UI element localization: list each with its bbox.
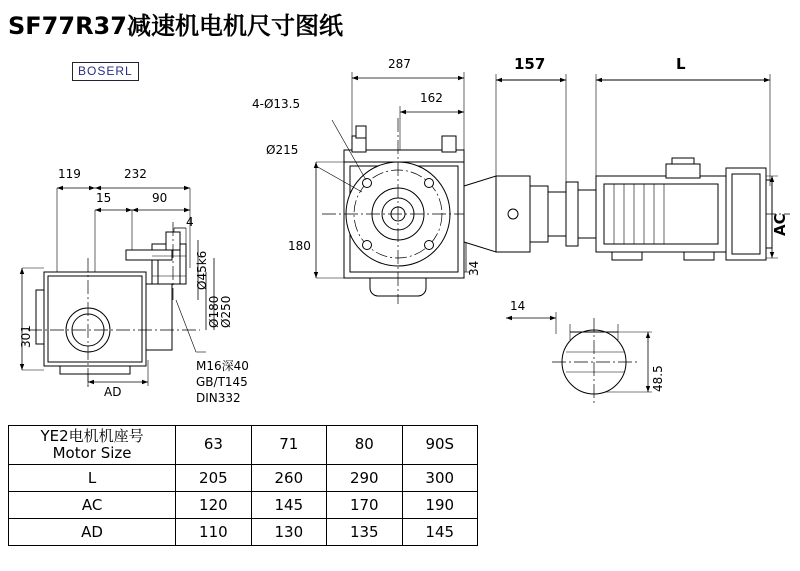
thread-note-line1: M16深40: [196, 359, 249, 373]
dim-L: L: [676, 55, 686, 73]
dim-14: 14: [510, 299, 526, 313]
dim-4x13-5: 4-Ø13.5: [252, 97, 301, 111]
dim-4: 4: [186, 215, 194, 229]
dim-301: 301: [19, 325, 33, 348]
dim-180: 180: [288, 239, 311, 253]
table-cell: 135: [327, 519, 402, 546]
dim-162: 162: [420, 91, 443, 105]
table-cell: 90S: [402, 426, 478, 465]
table-cell: 110: [176, 519, 251, 546]
table-cell: 190: [402, 492, 478, 519]
thread-note-line3: DIN332: [196, 391, 241, 405]
dim-dia-215: Ø215: [266, 143, 299, 157]
dim-48-5: 48.5: [651, 365, 665, 392]
table-row: [9, 519, 478, 546]
table-cell: 71: [251, 426, 326, 465]
table-row: [9, 426, 478, 465]
table-row: [9, 492, 478, 519]
dim-dia-180: Ø180: [207, 295, 221, 328]
dim-34: 34: [467, 260, 481, 276]
table-cell: 205: [176, 465, 251, 492]
dim-AD: AD: [104, 385, 122, 399]
brand-logo: BOSERL: [72, 62, 139, 81]
motor-size-cn: YE2电机机座号: [40, 426, 144, 445]
table-cell: 145: [402, 519, 478, 546]
table-header-label: [9, 426, 176, 465]
dim-15: 15: [96, 191, 112, 205]
table-row: [9, 465, 478, 492]
motor-size-en: Motor Size: [52, 444, 132, 462]
page-title: SF77R37减速机电机尺寸图纸: [8, 12, 343, 40]
dim-119: 119: [58, 167, 81, 181]
table-row-label: L: [9, 465, 176, 492]
table-cell: 80: [327, 426, 402, 465]
dim-157: 157: [514, 55, 546, 73]
table-row-label: AC: [9, 492, 176, 519]
table-cell: 290: [327, 465, 402, 492]
dim-232: 232: [124, 167, 147, 181]
table-cell: 260: [251, 465, 326, 492]
dim-dia-45k6: Ø45k6: [195, 250, 209, 290]
dim-287: 287: [388, 57, 411, 71]
table-cell: 300: [402, 465, 478, 492]
dim-90: 90: [152, 191, 168, 205]
table-cell: 63: [176, 426, 251, 465]
table-row-label: AD: [9, 519, 176, 546]
dim-dia-250: Ø250: [219, 295, 233, 328]
dim-AC: AC: [771, 213, 789, 236]
table-cell: 145: [251, 492, 326, 519]
table-cell: 170: [327, 492, 402, 519]
table-cell: 120: [176, 492, 251, 519]
spec-table: [8, 425, 478, 546]
thread-note-line2: GB/T145: [196, 375, 248, 389]
table-cell: 130: [251, 519, 326, 546]
